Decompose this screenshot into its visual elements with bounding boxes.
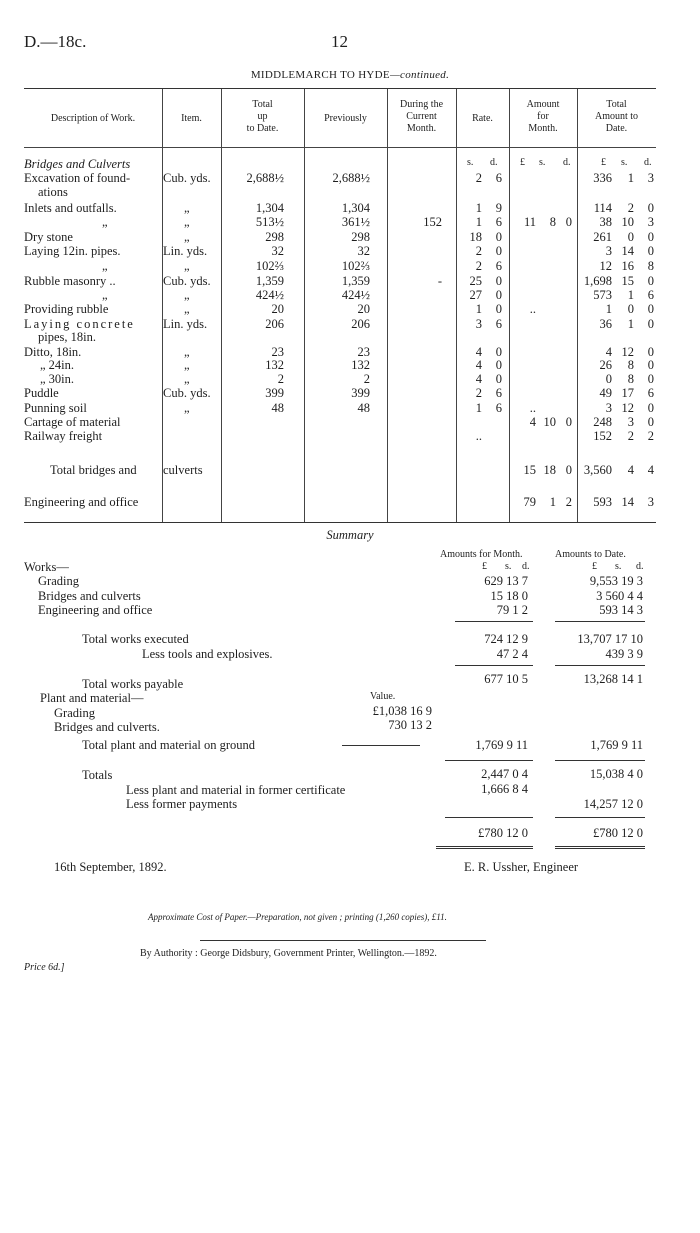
summary-col-date: Amounts to Date. <box>555 549 626 560</box>
cell-ts: 12 <box>621 345 634 359</box>
cell-tl: 38 <box>599 215 612 229</box>
plant-bridges-label: Bridges and culverts. <box>54 720 160 734</box>
cell-tl: 248 <box>593 415 612 429</box>
cell-as: 8 <box>549 215 556 229</box>
cell-ts: 8 <box>627 358 634 372</box>
summary-col-month: Amounts for Month. <box>440 549 523 560</box>
engineering-row: Engineering and office 79 1 2 593 14 3 <box>24 495 654 509</box>
cell-td: 0 <box>647 244 654 258</box>
cell-ts: 0 <box>627 302 634 316</box>
executed-month: 724 12 9 <box>484 632 528 646</box>
summary-line-date: 593 14 3 <box>599 603 643 617</box>
cell-ts: 14 <box>621 244 634 258</box>
cell-rs: 2 <box>475 171 482 185</box>
cell-td: 0 <box>647 358 654 372</box>
cell-rd: 6 <box>495 171 502 185</box>
cell-prev: 1,304 <box>341 201 370 215</box>
less-payments-label: Less former payments <box>126 797 238 811</box>
plant-grading-value: £1,038 16 9 <box>372 704 432 718</box>
cell-prev: 424½ <box>341 288 370 302</box>
cell-td: 6 <box>647 288 654 302</box>
payable-month: 677 10 5 <box>484 672 528 686</box>
cell-tl: 49 <box>599 386 612 400</box>
cell-tl: 12 <box>599 259 612 273</box>
cell-prev: 399 <box>351 386 370 400</box>
header-amount-month: Amount for Month. <box>526 99 560 134</box>
totals-label: Totals <box>82 768 113 782</box>
table-row <box>24 386 656 400</box>
less-tools-date: 439 3 9 <box>605 647 643 661</box>
summary-line-month: 15 18 0 <box>490 589 528 603</box>
totals-month: 2,447 0 4 <box>481 767 528 781</box>
less-tools-label: Less tools and explosives. <box>142 647 273 661</box>
cell-rd: 0 <box>495 288 502 302</box>
header-item: Item. <box>181 113 202 124</box>
table-row <box>24 215 656 229</box>
cell-rs: 18 <box>469 230 482 244</box>
cell-ts: 10 <box>621 215 634 229</box>
cell-rs: 27 <box>469 288 482 302</box>
unit-pound: £ <box>592 561 597 572</box>
header-total-amount: Total Amount to Date. <box>594 99 639 134</box>
unit-shilling: s. <box>615 561 622 572</box>
table-row <box>24 274 656 288</box>
cell-tl: 3 <box>605 244 612 258</box>
cell-ts: 12 <box>621 401 634 415</box>
cell-total: 132 <box>265 358 284 372</box>
cell-td: 0 <box>647 415 654 429</box>
cell-total: 399 <box>265 386 284 400</box>
less-plant-month: 1,666 8 4 <box>481 782 528 796</box>
less-plant-label: Less plant and material in former certificate <box>126 783 346 797</box>
cell-td: 0 <box>647 317 654 331</box>
cell-ts: 17 <box>621 386 634 400</box>
cell-item: Lin. yds. <box>163 244 208 258</box>
cell-td: 0 <box>647 372 654 386</box>
cell-rs: .. <box>475 429 482 443</box>
summary-line-label: Bridges and culverts <box>38 589 141 603</box>
cell-item: „ <box>184 345 190 359</box>
cell-total: 298 <box>265 230 284 244</box>
units-row: s. d. £ s. d. £ s. d. <box>467 157 652 168</box>
cell-rs: 4 <box>475 358 482 372</box>
total-bridges-row: Total bridges and culverts 15 18 0 3,560 4 4 <box>50 463 654 477</box>
cell-desc: Laying 12in. pipes. <box>24 244 121 258</box>
cell-ts: 16 <box>621 259 634 273</box>
price-note: Price 6d.] <box>24 962 65 973</box>
cell-rs: 4 <box>475 345 482 359</box>
cell-desc: Inlets and outfalls. <box>24 201 117 215</box>
cell-tl: 573 <box>593 288 612 302</box>
value-label: Value. <box>370 691 396 702</box>
payable-date: 13,268 14 1 <box>583 672 643 686</box>
summary-line-month: 79 1 2 <box>496 603 528 617</box>
cell-rs: 1 <box>475 302 482 316</box>
cell-total: 2,688½ <box>246 171 284 185</box>
summary-line-date: 3 560 4 4 <box>596 589 643 603</box>
table-row <box>24 345 656 359</box>
totals-date: 15,038 4 0 <box>589 767 643 781</box>
cell-ts: 1 <box>627 317 634 331</box>
cell-rd: 0 <box>495 302 502 316</box>
cell-item: Cub. yds. <box>163 386 211 400</box>
cell-rd: 0 <box>495 230 502 244</box>
header-total-to-date: Total up to Date. <box>246 99 279 134</box>
plant-bridges-value: 730 13 2 <box>388 718 432 732</box>
cell-ts: 1 <box>627 288 634 302</box>
unit-shilling: s. <box>505 561 512 572</box>
unit-pence: d. <box>636 561 644 572</box>
unit-pound: £ <box>482 561 487 572</box>
cell-td: 8 <box>647 259 654 273</box>
plant-total-date: 1,769 9 11 <box>590 738 643 752</box>
cell-td: 0 <box>647 302 654 316</box>
cell-desc: Railway freight <box>24 429 103 443</box>
cell-desc: Cartage of material <box>24 415 121 429</box>
cell-prev: 206 <box>351 317 370 331</box>
header-description: Description of Work. <box>50 113 136 124</box>
cell-tl: 26 <box>599 358 612 372</box>
cell-prev: 2,688½ <box>332 171 370 185</box>
cell-item: Cub. yds. <box>163 171 211 185</box>
table-row <box>24 157 656 171</box>
cell-rd: 6 <box>495 215 502 229</box>
cell-total: 48 <box>271 401 284 415</box>
cell-rd: 0 <box>495 372 502 386</box>
cell-desc: „ <box>102 288 108 302</box>
table-row <box>24 372 656 386</box>
cell-item: Lin. yds. <box>163 317 208 331</box>
cell-prev: 102⅔ <box>341 259 370 273</box>
cell-desc: Providing rubble <box>24 302 109 316</box>
cell-prev: 20 <box>357 302 370 316</box>
final-month: £780 12 0 <box>478 826 528 840</box>
table-row <box>24 244 656 258</box>
cell-ad: 0 <box>565 415 572 429</box>
cell-rd: 6 <box>495 259 502 273</box>
cell-total: 20 <box>271 302 284 316</box>
cell-item: Cub. yds. <box>163 274 211 288</box>
final-date: £780 12 0 <box>593 826 643 840</box>
cell-item: „ <box>184 288 190 302</box>
cell-tl: 36 <box>599 317 612 331</box>
cell-total: 513½ <box>255 215 284 229</box>
cell-td: 3 <box>647 171 654 185</box>
cell-ts: 0 <box>627 230 634 244</box>
header-previously: Previously <box>324 113 367 124</box>
cell-total: 2 <box>277 372 284 386</box>
cell-desc: Bridges and Culverts <box>24 157 131 171</box>
cell-desc: Rubble masonry .. <box>24 274 116 288</box>
executed-label: Total works executed <box>82 632 189 646</box>
cell-rd: 0 <box>495 345 502 359</box>
cell-rd: 0 <box>495 244 502 258</box>
cell-rs: 2 <box>475 259 482 273</box>
plant-total-month: 1,769 9 11 <box>475 738 528 752</box>
cell-item: „ <box>184 215 190 229</box>
cell-desc: Punning soil <box>24 401 87 415</box>
cell-tl: 152 <box>593 429 612 443</box>
cell-item: „ <box>184 302 190 316</box>
cell-desc: pipes, 18in. <box>38 330 96 344</box>
cell-tl: 261 <box>593 230 612 244</box>
cell-td: 0 <box>647 345 654 359</box>
authority-note: By Authority : George Didsbury, Government Printer, Wellington.—1892. <box>140 948 437 959</box>
cell-item: „ <box>184 401 190 415</box>
cell-al: 4 <box>529 415 536 429</box>
table-row <box>24 401 656 415</box>
cell-rd: 0 <box>495 274 502 288</box>
cell-desc: ations <box>38 185 68 199</box>
plant-total-label: Total plant and material on ground <box>82 738 256 752</box>
cell-td: 0 <box>647 230 654 244</box>
cell-curr: - <box>437 274 442 288</box>
cell-desc: Laying concrete <box>24 317 135 331</box>
cell-rs: 1 <box>475 215 482 229</box>
cell-prev: 1,359 <box>341 274 370 288</box>
table-row <box>24 185 656 199</box>
cell-rd: 6 <box>495 317 502 331</box>
cell-tl: 1 <box>605 302 612 316</box>
cell-desc: „ 24in. <box>40 358 75 372</box>
cell-rs: 1 <box>475 201 482 215</box>
summary-line-date: 9,553 19 3 <box>589 574 643 588</box>
cell-desc: „ <box>102 259 108 273</box>
cell-rs: 2 <box>475 244 482 258</box>
summary-title: Summary <box>326 528 374 542</box>
page-number: 12 <box>331 32 348 51</box>
cell-desc: „ <box>102 215 108 229</box>
cell-item: „ <box>184 259 190 273</box>
executed-date: 13,707 17 10 <box>577 632 643 646</box>
table-row <box>24 415 656 429</box>
cell-ts: 3 <box>627 415 634 429</box>
engineer-signature: E. R. Ussher, Engineer <box>464 860 579 874</box>
cell-desc: Excavation of found- <box>24 171 131 185</box>
cell-tl: 0 <box>605 372 612 386</box>
table-row <box>24 429 656 443</box>
document-reference: D.—18c. <box>24 32 87 51</box>
cell-rs: 3 <box>475 317 482 331</box>
less-tools-month: 47 2 4 <box>496 647 528 661</box>
cell-prev: 132 <box>351 358 370 372</box>
cell-tl: 4 <box>605 345 612 359</box>
plant-grading-label: Grading <box>54 706 95 720</box>
cell-as: 10 <box>543 415 556 429</box>
cell-tl: 1,698 <box>583 274 612 288</box>
cell-td: 0 <box>647 201 654 215</box>
cell-prev: 298 <box>351 230 370 244</box>
works-label: Works— <box>24 560 69 574</box>
table-row <box>24 288 656 302</box>
cell-rs: 2 <box>475 386 482 400</box>
table-row <box>24 317 656 331</box>
cell-rs: 25 <box>469 274 482 288</box>
cell-prev: 23 <box>357 345 370 359</box>
cell-item: „ <box>184 372 190 386</box>
cell-tl: 336 <box>593 171 612 185</box>
cell-total: 32 <box>271 244 284 258</box>
table-row <box>24 330 656 344</box>
cell-td: 3 <box>647 215 654 229</box>
cell-tl: 114 <box>593 201 612 215</box>
cell-item: „ <box>184 201 190 215</box>
cell-prev: 32 <box>357 244 370 258</box>
cell-desc: Dry stone <box>24 230 73 244</box>
cell-rs: 4 <box>475 372 482 386</box>
cell-total: 1,359 <box>255 274 284 288</box>
summary-line-label: Grading <box>38 574 79 588</box>
cell-tl: 3 <box>605 401 612 415</box>
header-rate: Rate. <box>472 113 493 124</box>
cell-rs: 1 <box>475 401 482 415</box>
cell-rd: 6 <box>495 401 502 415</box>
cell-total: 1,304 <box>255 201 284 215</box>
cell-curr: 152 <box>423 215 442 229</box>
cell-al: .. <box>529 401 536 415</box>
cell-ad: 0 <box>565 215 572 229</box>
cell-rd: 6 <box>495 386 502 400</box>
cell-item: „ <box>184 230 190 244</box>
cell-ts: 2 <box>627 201 634 215</box>
page-title: MIDDLEMARCH TO HYDE—continued. <box>250 69 450 81</box>
cell-desc: „ 30in. <box>40 372 75 386</box>
cell-desc: Ditto, 18in. <box>24 345 82 359</box>
cell-rd: 0 <box>495 358 502 372</box>
cost-note: Approximate Cost of Paper.—Preparation, not given ; printing (1,260 copies), £11. <box>148 912 447 922</box>
payable-label: Total works payable <box>82 677 184 691</box>
cell-td: 6 <box>647 386 654 400</box>
cell-total: 424½ <box>255 288 284 302</box>
plant-label: Plant and material— <box>40 691 144 705</box>
table-row <box>24 171 656 185</box>
cell-ts: 1 <box>627 171 634 185</box>
report-date: 16th September, 1892. <box>54 860 167 874</box>
cell-ts: 2 <box>627 429 634 443</box>
cell-total: 102⅔ <box>255 259 284 273</box>
unit-pence: d. <box>522 561 530 572</box>
summary-line-month: 629 13 7 <box>484 574 528 588</box>
cell-desc: Puddle <box>24 386 59 400</box>
cell-rd: 9 <box>495 201 502 215</box>
cell-td: 0 <box>647 274 654 288</box>
table-row <box>24 259 656 273</box>
cell-prev: 2 <box>363 372 370 386</box>
less-payments-date: 14,257 12 0 <box>583 797 643 811</box>
cell-total: 23 <box>271 345 284 359</box>
table-row <box>24 201 656 215</box>
summary-line-label: Engineering and office <box>38 603 153 617</box>
table-row <box>24 358 656 372</box>
cell-al: 11 <box>523 215 536 229</box>
cell-td: 0 <box>647 401 654 415</box>
table-row <box>24 230 656 244</box>
cell-ts: 15 <box>621 274 634 288</box>
cell-al: .. <box>529 302 536 316</box>
cell-prev: 48 <box>357 401 370 415</box>
cell-total: 206 <box>265 317 284 331</box>
cell-prev: 361½ <box>341 215 370 229</box>
cell-item: „ <box>184 358 190 372</box>
cell-td: 2 <box>647 429 654 443</box>
works-table <box>24 88 656 523</box>
cell-ts: 8 <box>627 372 634 386</box>
table-row <box>24 302 656 316</box>
header-current-month: During the Current Month. <box>399 99 444 134</box>
